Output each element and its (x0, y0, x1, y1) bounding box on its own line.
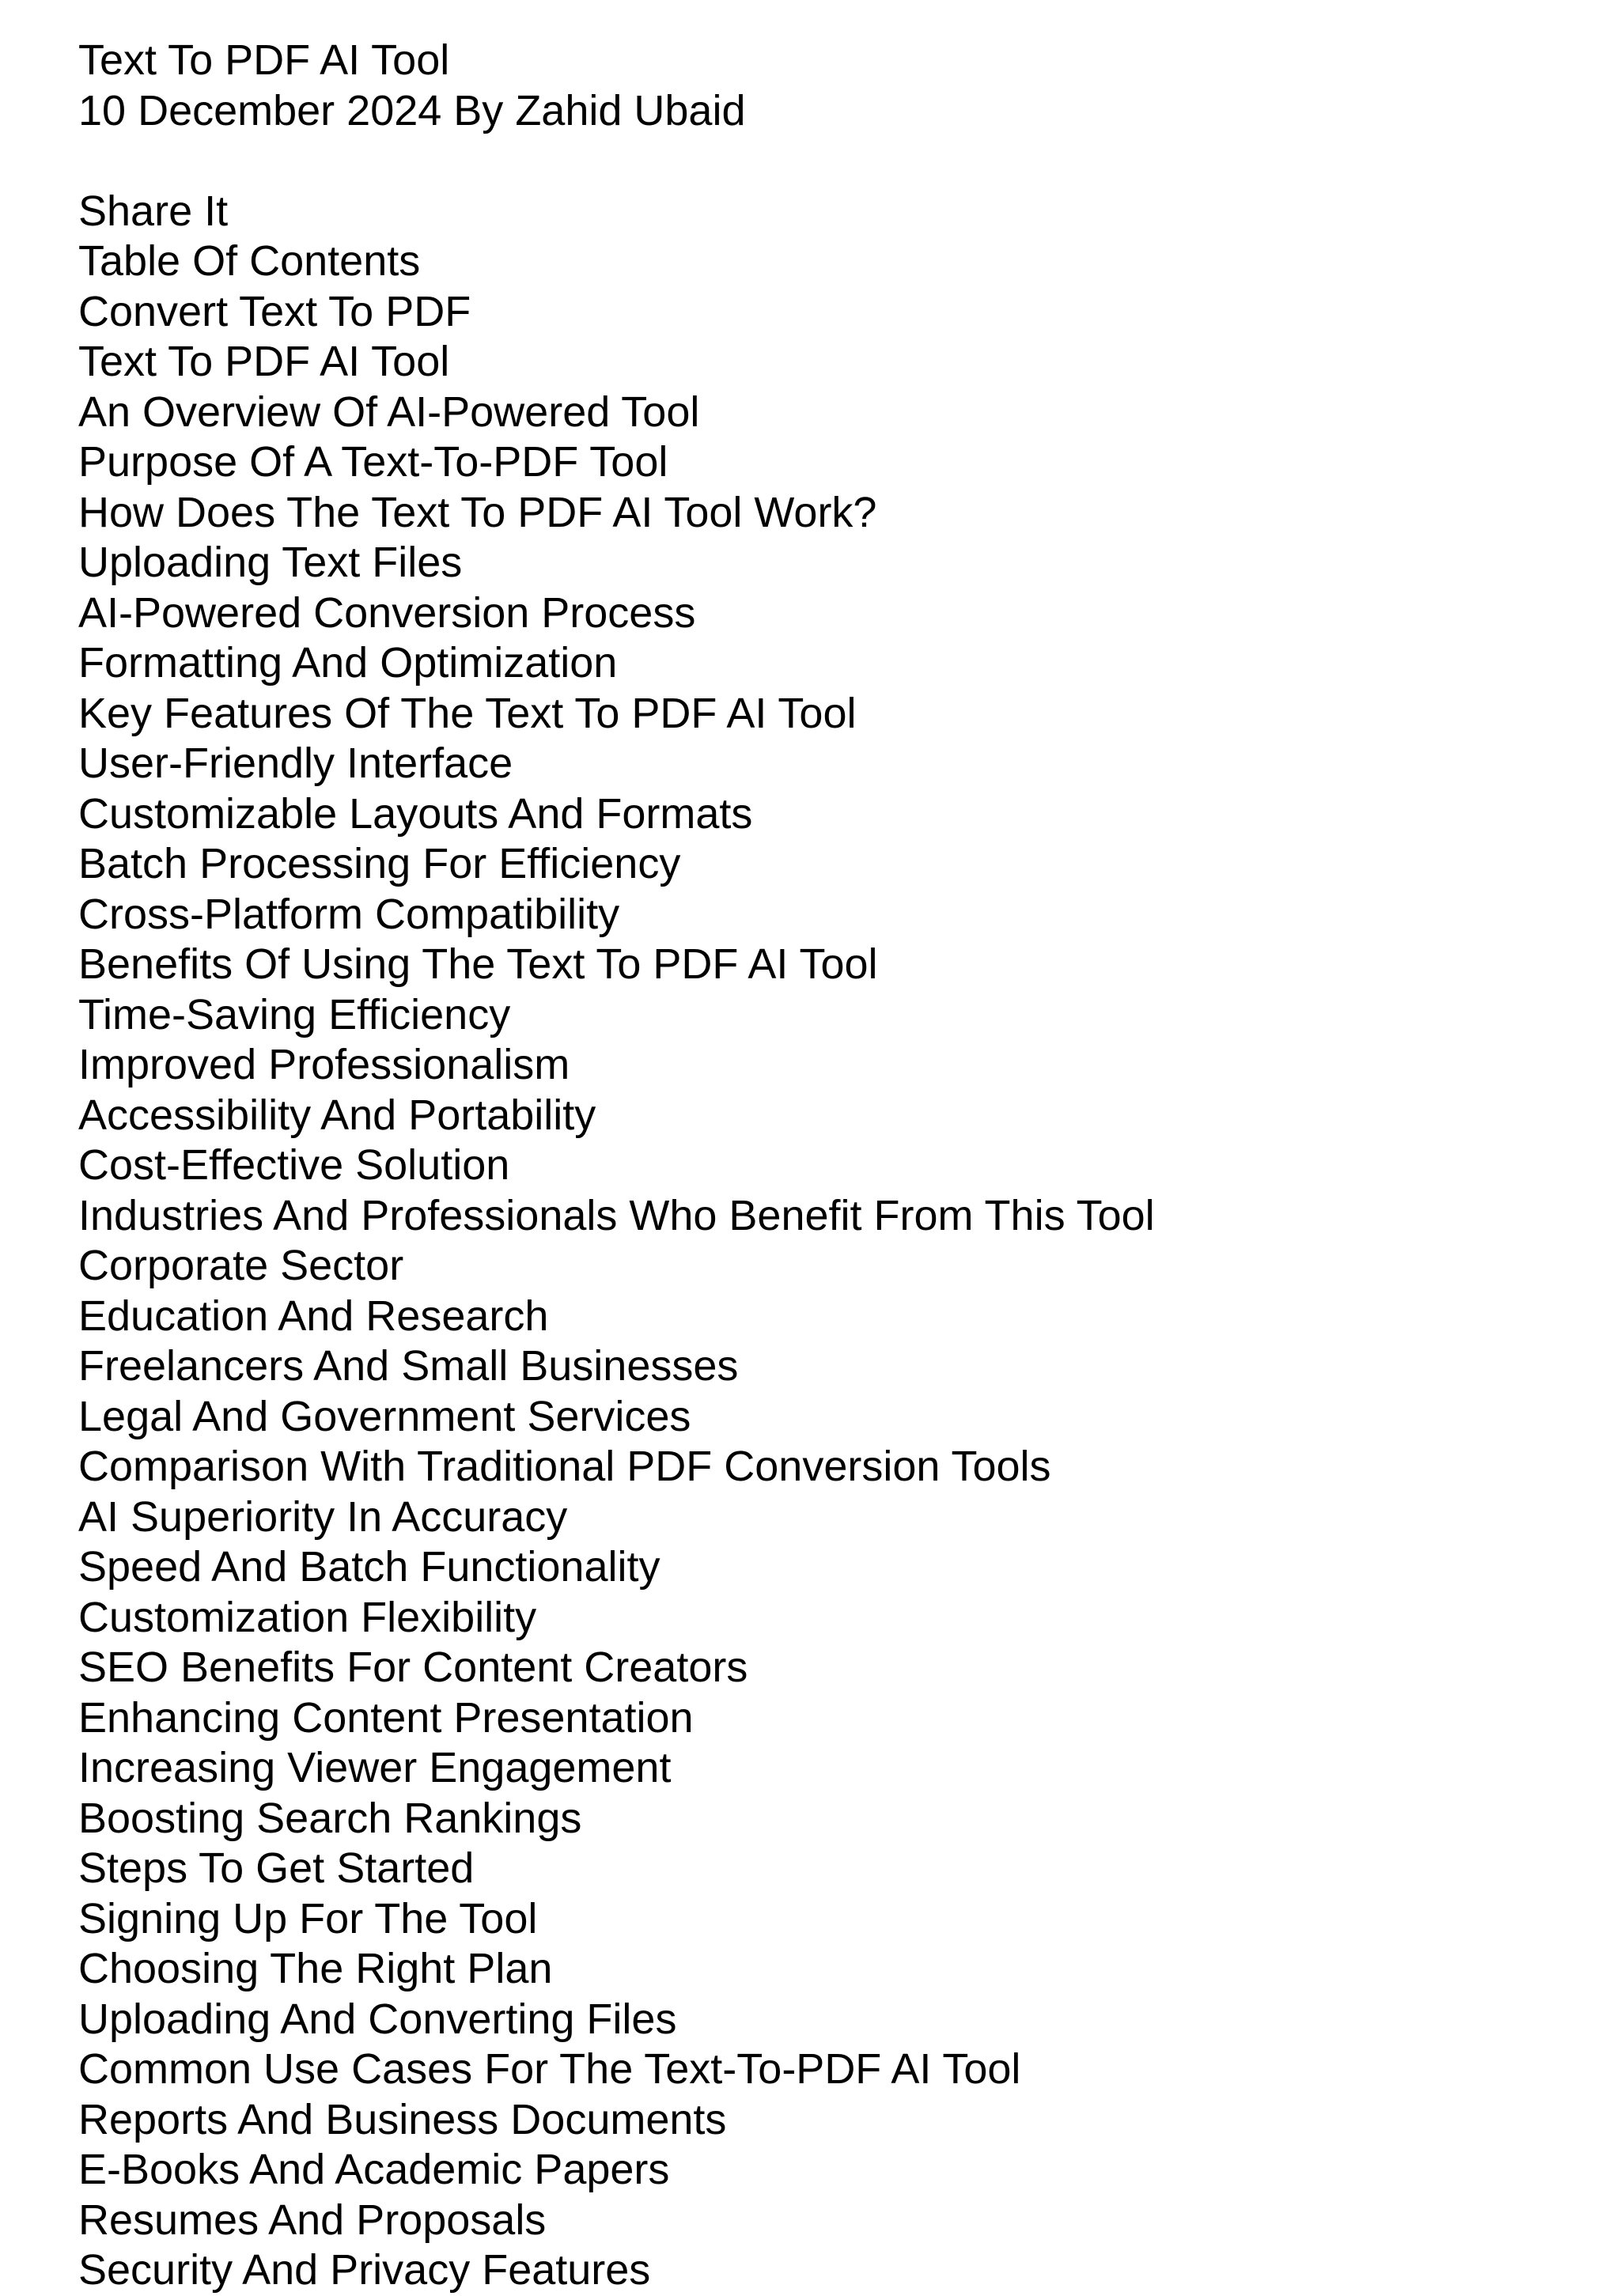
toc-item: AI-Powered Conversion Process (78, 588, 696, 637)
toc-item: Key Features Of The Text To PDF AI Tool (78, 689, 857, 737)
toc-item: Increasing Viewer Engagement (78, 1744, 672, 1791)
toc-item: Common Use Cases For The Text-To-PDF AI Tool (78, 2045, 1021, 2093)
document-title: Text To PDF AI Tool (78, 36, 450, 84)
toc-item: Accessibility And Portability (78, 1091, 596, 1139)
toc-item: Time-Saving Efficiency (78, 990, 511, 1038)
toc-item: Resumes And Proposals (78, 2196, 547, 2244)
toc-item: Steps To Get Started (78, 1844, 475, 1892)
toc-item: Formatting And Optimization (78, 639, 618, 687)
toc-item: Convert Text To PDF (78, 287, 471, 335)
blank-line (78, 136, 1581, 187)
toc-item: Industries And Professionals Who Benefit From This Tool (78, 1191, 1155, 1239)
toc-item: Comparison With Traditional PDF Conversion Tools (78, 1443, 1051, 1490)
document-body (78, 36, 1581, 2296)
toc-item: Improved Professionalism (78, 1041, 570, 1088)
toc-item: Enhancing Content Presentation (78, 1693, 694, 1742)
toc-item: E-Books And Academic Papers (78, 2146, 670, 2193)
toc-item: Freelancers And Small Businesses (78, 1342, 739, 1390)
toc-item: Purpose Of A Text-To-PDF Tool (78, 438, 668, 486)
toc-item: Uploading Text Files (78, 539, 463, 586)
toc-item: How Does The Text To PDF AI Tool Work? (78, 488, 877, 536)
toc-item: Customizable Layouts And Formats (78, 789, 753, 838)
toc-item: Choosing The Right Plan (78, 1945, 553, 1992)
share-label: Share It (78, 187, 229, 235)
toc-item: SEO Benefits For Content Creators (78, 1644, 748, 1691)
toc-item: Legal And Government Services (78, 1392, 691, 1440)
toc-item: AI Superiority In Accuracy (78, 1492, 568, 1541)
toc-item: Reports And Business Documents (78, 2095, 727, 2143)
toc-item: Batch Processing For Efficiency (78, 840, 681, 887)
toc-item: Security And Privacy Features (78, 2246, 651, 2294)
toc-item: Signing Up For The Tool (78, 1894, 538, 1942)
toc-item: Speed And Batch Functionality (78, 1543, 660, 1591)
toc-item: An Overview Of AI-Powered Tool (78, 388, 700, 436)
toc-item: User-Friendly Interface (78, 739, 513, 787)
toc-list (78, 287, 1581, 2296)
toc-item: Boosting Search Rankings (78, 1794, 582, 1842)
toc-item: Customization Flexibility (78, 1593, 537, 1641)
toc-item: Uploading And Converting Files (78, 1995, 677, 2043)
toc-item: Cross-Platform Compatibility (78, 890, 620, 938)
toc-item: Corporate Sector (78, 1242, 404, 1289)
toc-heading: Table Of Contents (78, 237, 421, 285)
toc-item: Text To PDF AI Tool (78, 338, 450, 385)
toc-item: Benefits Of Using The Text To PDF AI Tool (78, 940, 878, 988)
toc-item: Education And Research (78, 1292, 549, 1340)
document-byline: 10 December 2024 By Zahid Ubaid (78, 86, 746, 134)
toc-item: Cost-Effective Solution (78, 1141, 510, 1189)
